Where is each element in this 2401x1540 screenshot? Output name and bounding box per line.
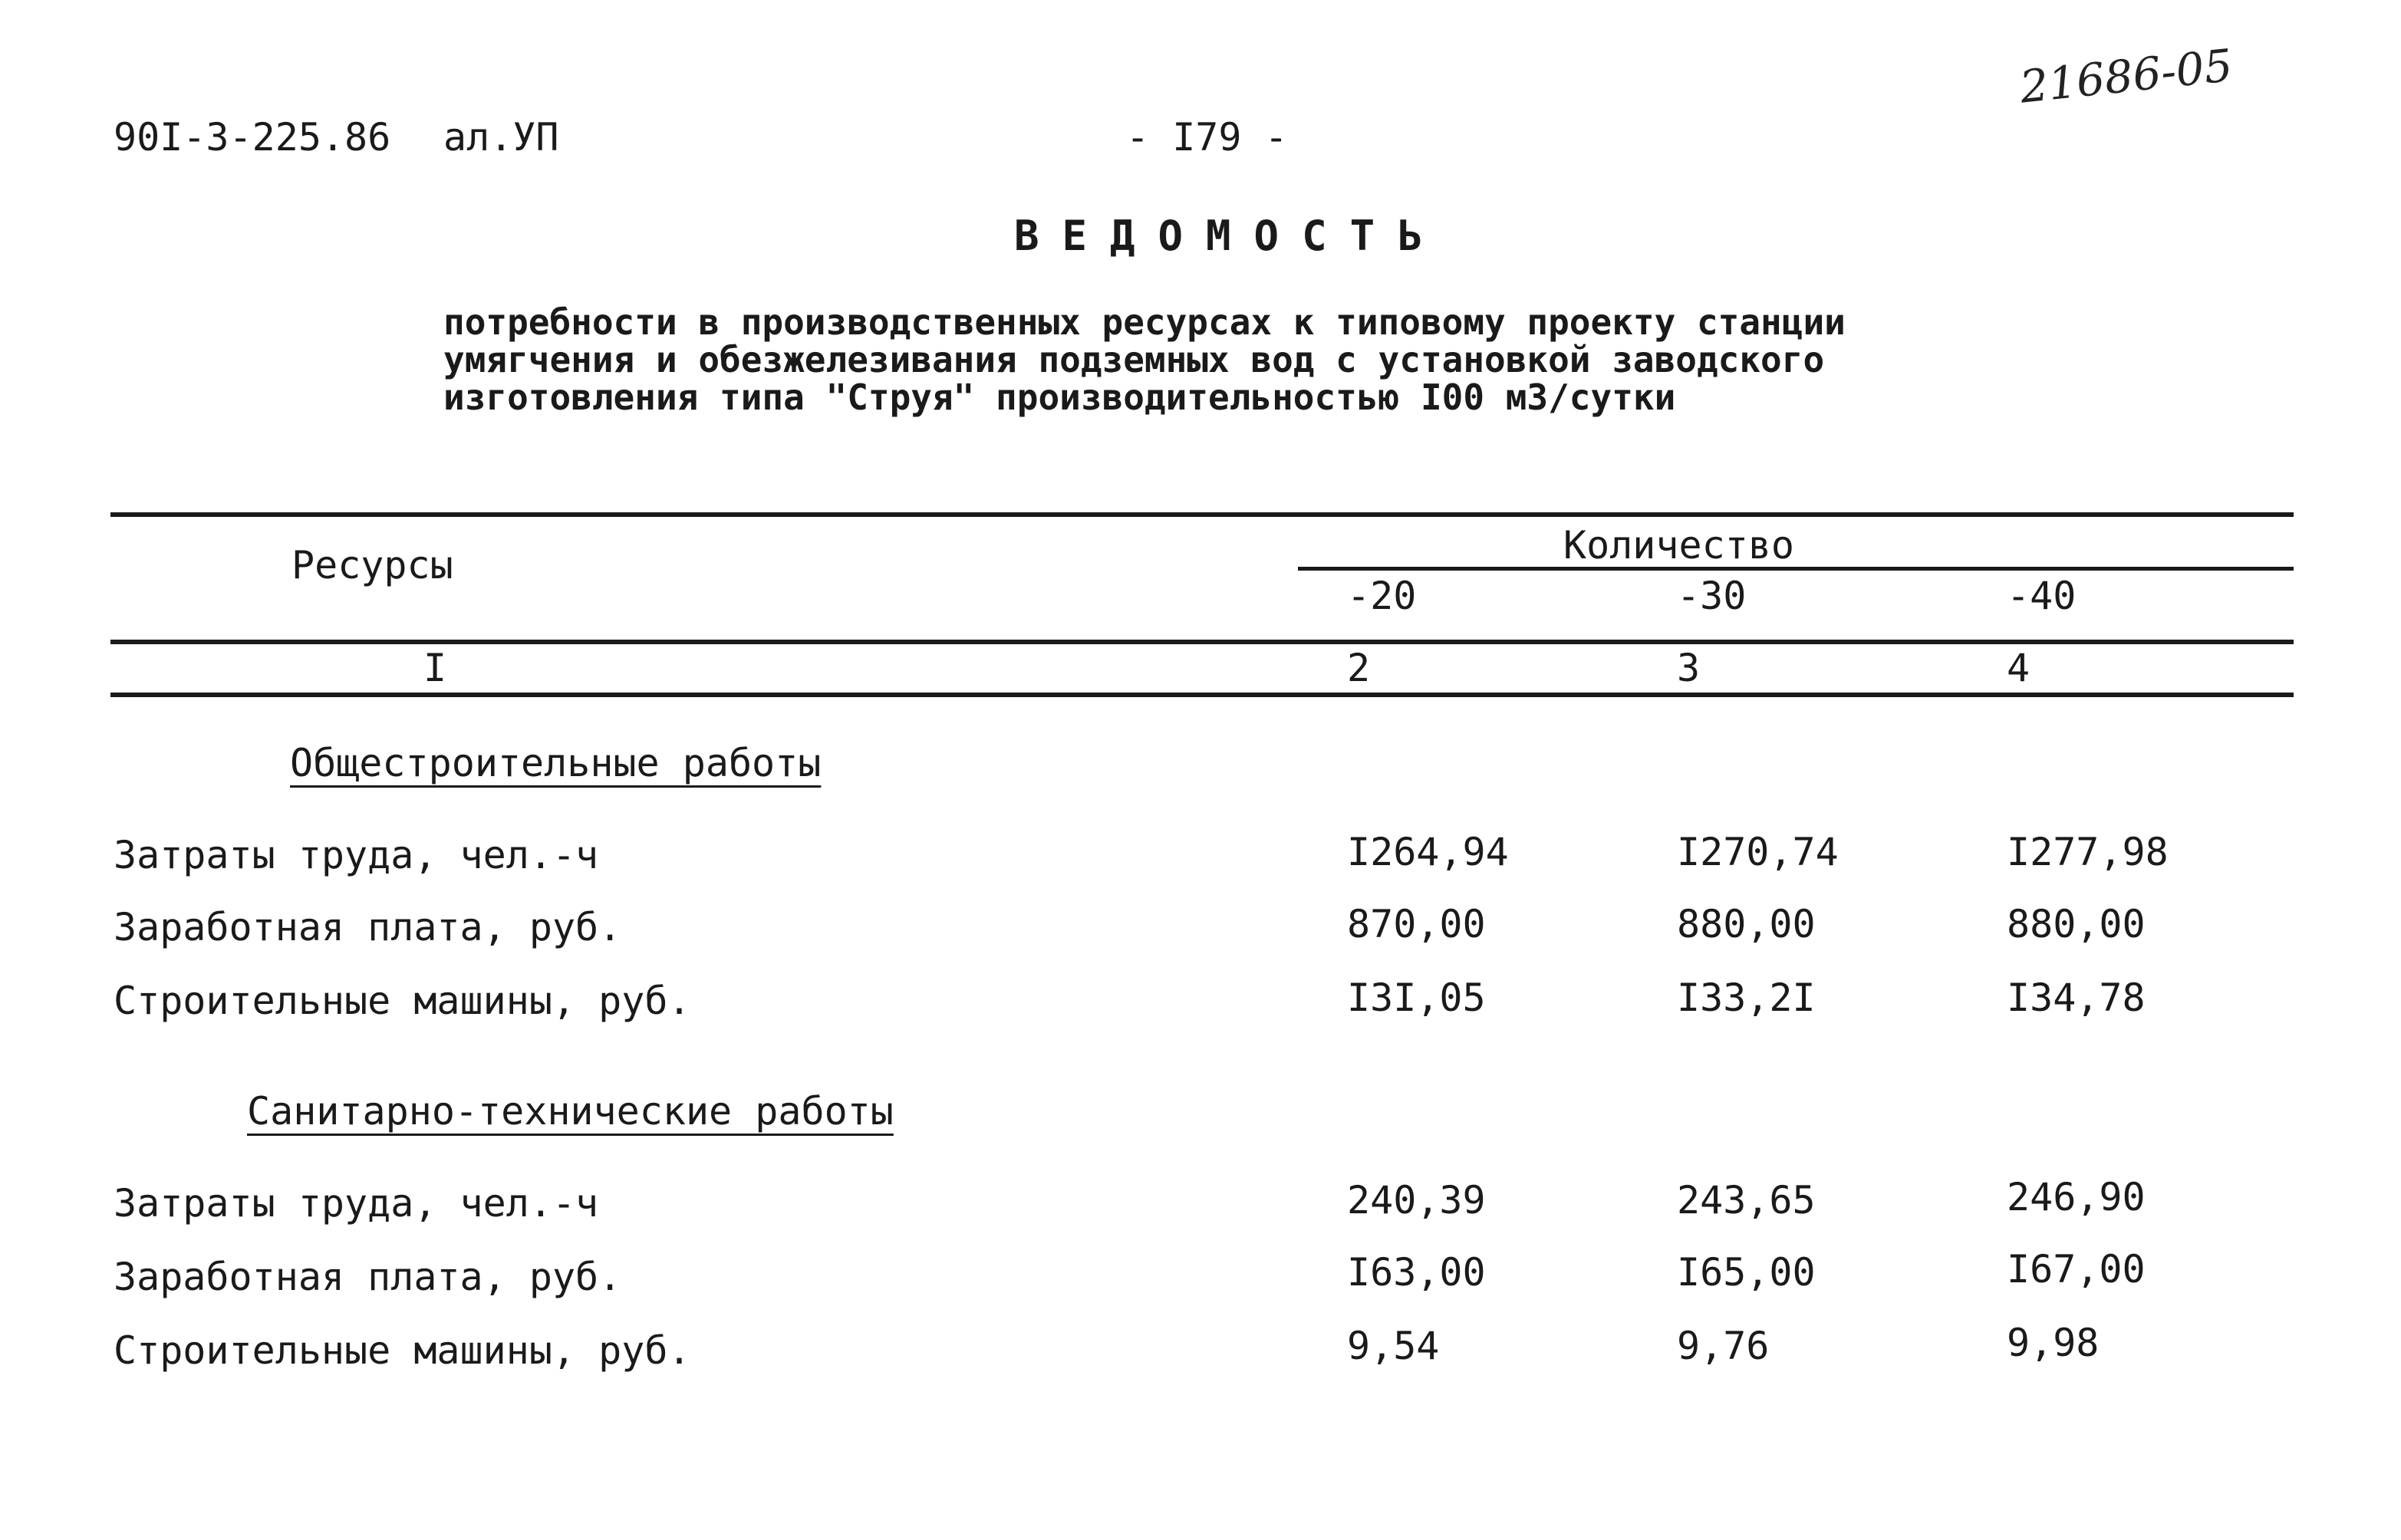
column-numbers-bottom-rule <box>110 693 2294 697</box>
row-value: I65,00 <box>1677 1250 1816 1295</box>
row-value: 880,00 <box>1677 902 1816 946</box>
subtitle-line-3: изготовления типа "Струя" производительностью I00 м3/сутки <box>443 377 1676 418</box>
quantity-header: Количество <box>1563 523 1795 568</box>
column-number-4: 4 <box>2007 646 2030 690</box>
sub-header-3: -40 <box>2007 574 2077 618</box>
section-title-sanitary-technical: Санитарно-технические работы <box>247 1089 894 1134</box>
row-value: 9,54 <box>1347 1324 1440 1368</box>
row-value: I67,00 <box>2007 1247 2146 1292</box>
row-value: 9,98 <box>2007 1321 2100 1365</box>
sub-header-2: -30 <box>1677 574 1747 618</box>
column-number-2: 2 <box>1347 646 1371 690</box>
row-label: Заработная плата, руб. <box>114 905 622 949</box>
row-value: 246,90 <box>2007 1175 2146 1219</box>
row-value: 240,39 <box>1347 1178 1486 1222</box>
row-value: 880,00 <box>2007 902 2146 946</box>
column-number-3: 3 <box>1677 646 1701 690</box>
row-value: 9,76 <box>1677 1324 1770 1368</box>
header-bottom-rule <box>110 640 2294 644</box>
row-value: I264,94 <box>1347 830 1509 874</box>
document-code: 90I-3-225.86 <box>114 115 391 160</box>
row-label: Заработная плата, руб. <box>114 1255 622 1299</box>
row-value: 243,65 <box>1677 1178 1816 1222</box>
resources-header: Ресурсы <box>291 543 453 587</box>
album-label: ал.УП <box>443 115 559 160</box>
row-value: 870,00 <box>1347 902 1486 946</box>
row-value: I3I,05 <box>1347 976 1486 1020</box>
row-value: I34,78 <box>2007 976 2146 1020</box>
row-value: I33,2I <box>1677 976 1816 1020</box>
row-label: Затраты труда, чел.-ч <box>114 833 599 877</box>
column-number-1: I <box>423 646 447 690</box>
section-title-general-construction: Общестроительные работы <box>290 741 822 785</box>
subtitle-line-1: потребности в производственных ресурсах к типовому проекту станции <box>443 301 1846 343</box>
subtitle-line-2: умягчения и обезжелезивания подземных вод с установкой заводского <box>443 339 1825 380</box>
row-value: I63,00 <box>1347 1250 1486 1295</box>
row-label: Строительные машины, руб. <box>114 979 691 1023</box>
row-label: Строительные машины, руб. <box>114 1328 691 1373</box>
row-value: I277,98 <box>2007 830 2169 874</box>
row-value: I270,74 <box>1677 830 1839 874</box>
handwritten-inventory-number: 21686-05 <box>2017 38 2235 114</box>
sub-header-1: -20 <box>1347 574 1417 618</box>
row-label: Затраты труда, чел.-ч <box>114 1181 599 1226</box>
page-title: ВЕДОМОСТЬ <box>1014 212 1446 260</box>
page-number: - I79 - <box>1126 115 1288 160</box>
quantity-header-rule <box>1298 567 2294 571</box>
table-top-rule <box>110 512 2294 517</box>
